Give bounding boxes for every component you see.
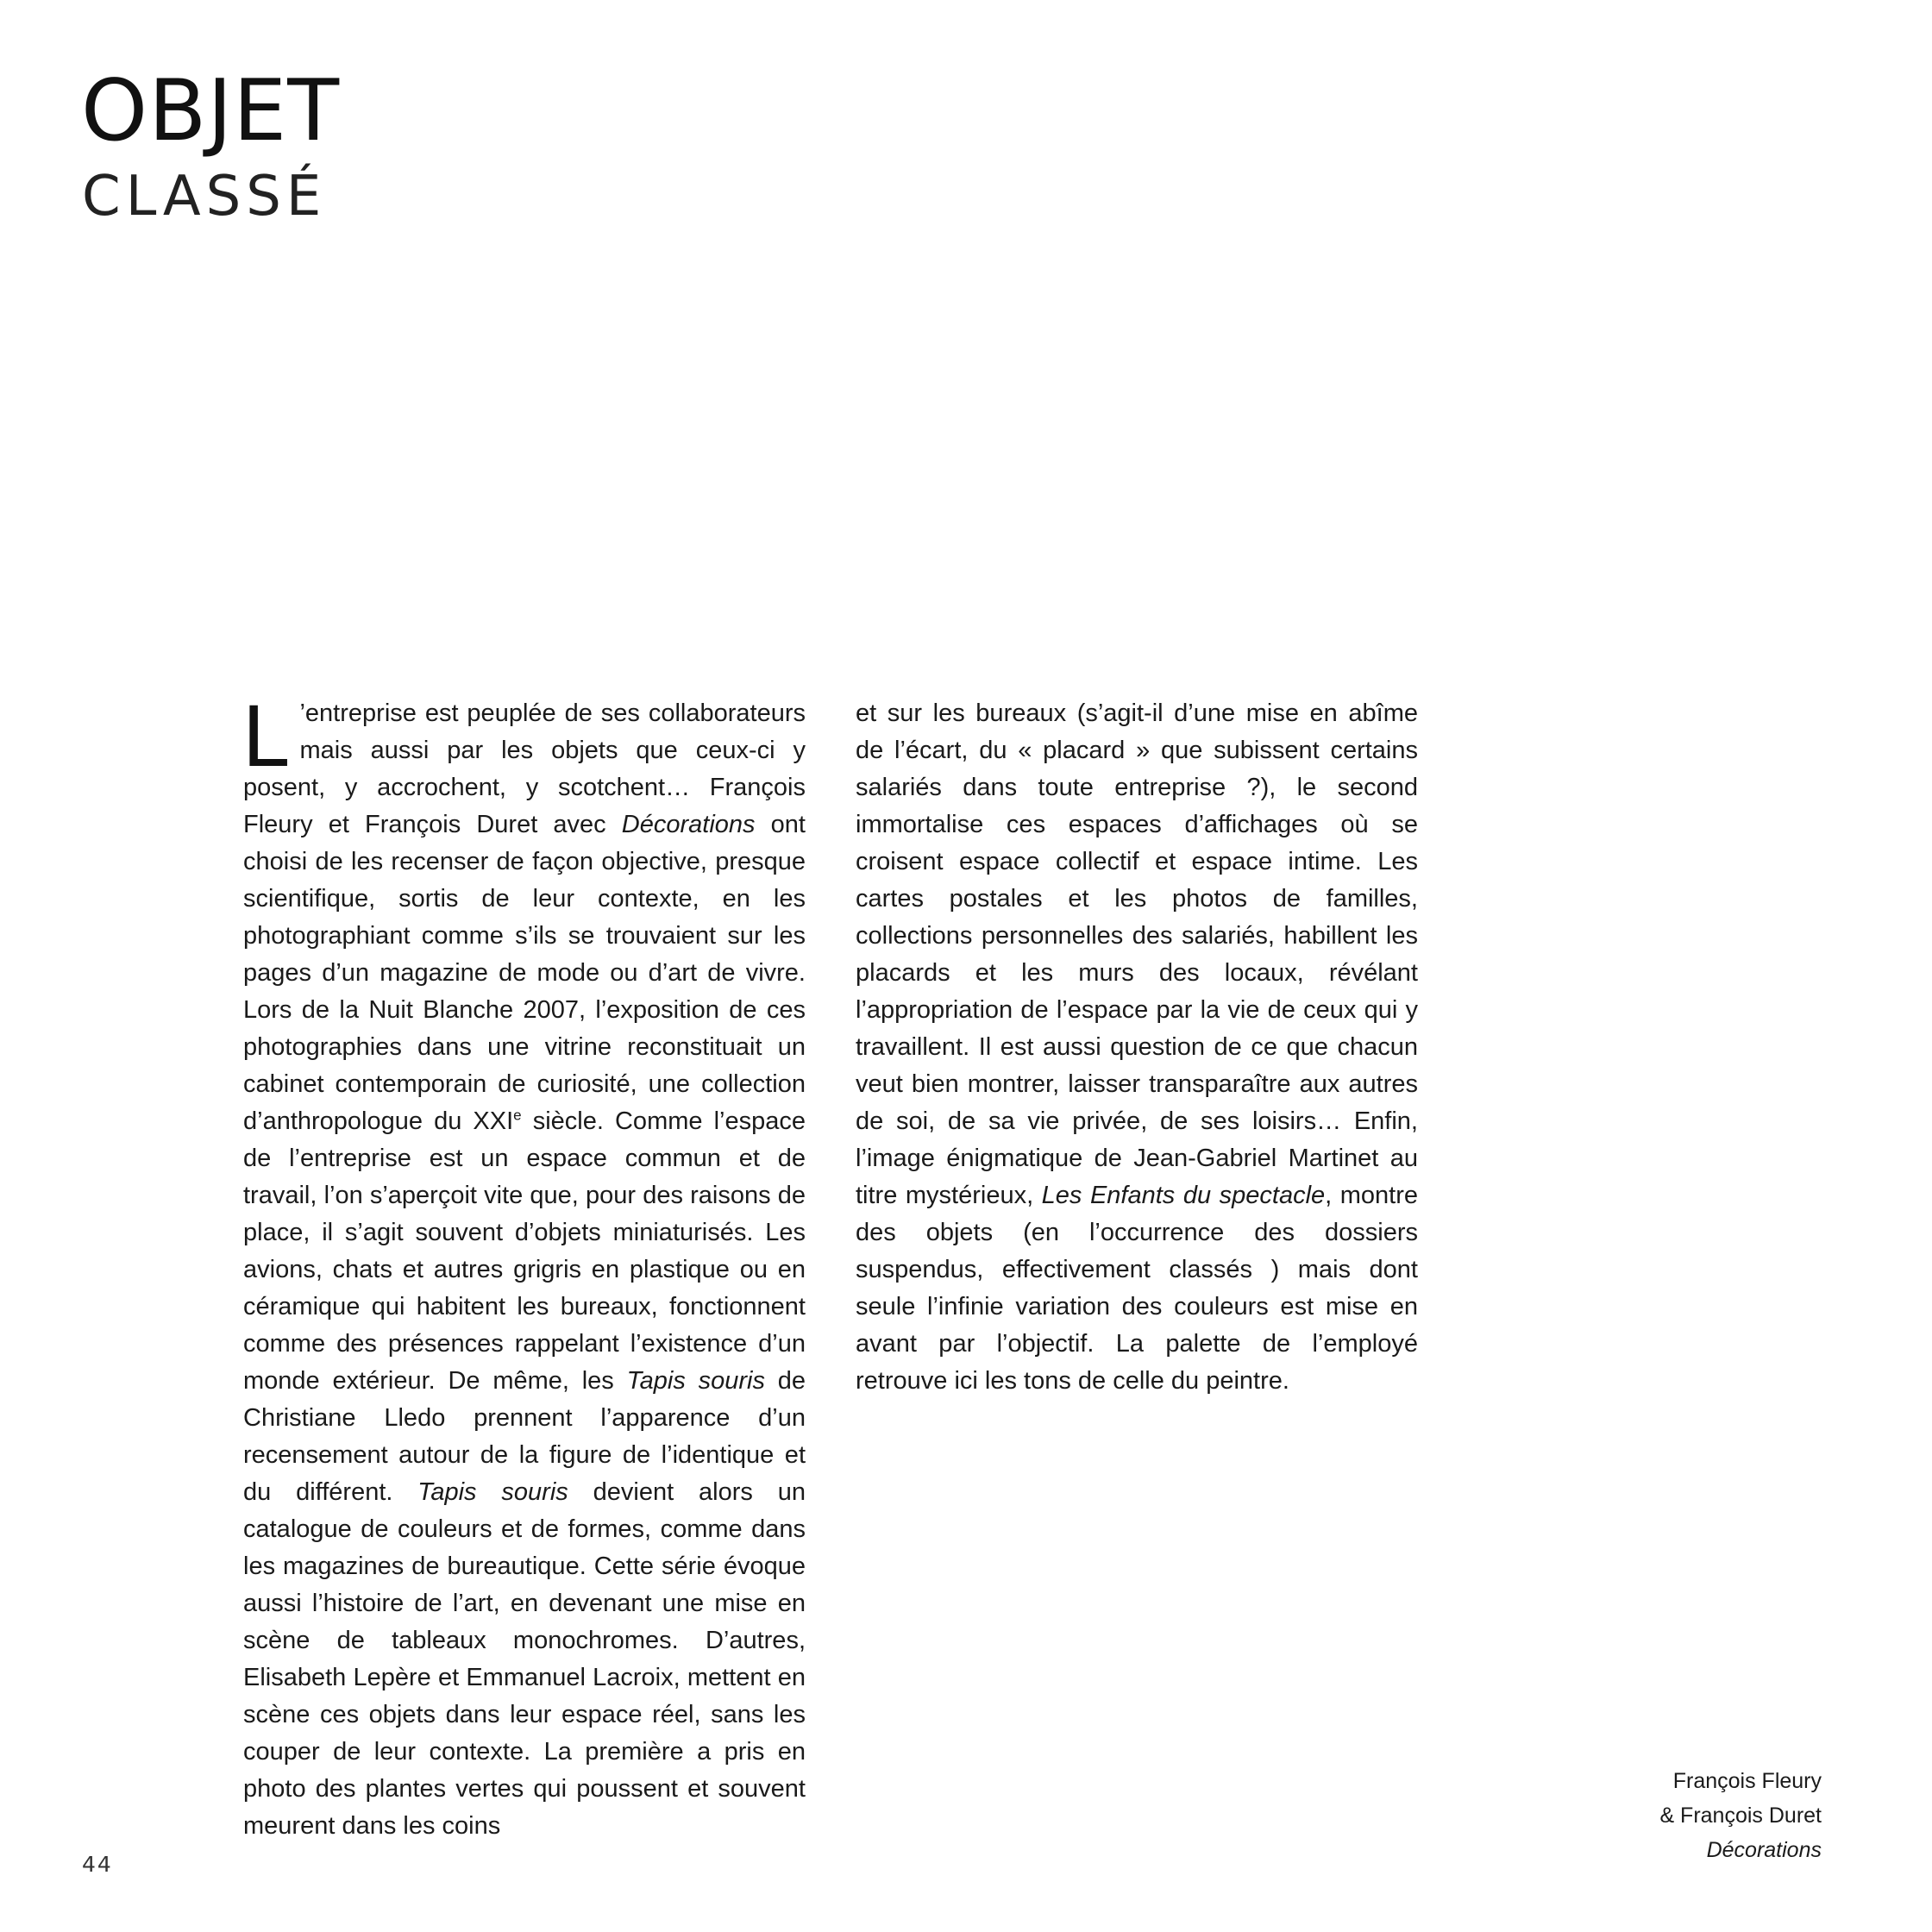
page-subtitle: CLASSÉ	[82, 165, 327, 229]
artwork-title-decorations: Décorations	[621, 811, 756, 838]
credit-artist-1: François Fleury	[1672, 1769, 1822, 1793]
page-number: 44	[82, 1852, 113, 1877]
page-title: OBJET	[81, 62, 341, 160]
superscript-e: e	[513, 1107, 522, 1124]
image-credit	[1659, 1764, 1822, 1867]
article-column-right	[856, 695, 1418, 1400]
credit-work-title: Décorations	[1706, 1838, 1822, 1862]
text-run: de Christiane Lledo prennent l’apparence d’un recensement autour de la figure de l’identique et du différent.	[243, 1367, 806, 1506]
artwork-title-tapis-souris: Tapis souris	[626, 1367, 765, 1395]
text-run: et sur les bureaux (s’agit-il d’une mise en abîme de l’écart, du « placard » que subissent certains salariés dans toute entreprise ?), le second immortalise ces espaces d’affichages où se croisent espace collectif et espace intime. Les cartes postales et les photos de familles, collections personnelles des salariés, habillent les placards et les murs des locaux, révélant l’appropriation de l’espace par la vie de ceux qui y travaillent. Il est aussi question de ce que chacun veut bien montrer, laisser transparaître aux autres de soi, de sa vie privée, de ses loisirs… Enfin, l’image énigmatique de Jean-Gabriel Martinet au titre mystérieux,	[856, 699, 1418, 1209]
article-paragraph-1	[242, 689, 806, 1845]
text-run: , montre des objets (en l’occurrence des dossiers suspendus, effectivement classés ) mais dont seule l’infinie variation des couleurs est mise en avant par l’objectif. La palette de l’employé retrouve ici les tons de celle du peintre.	[856, 1182, 1419, 1395]
drop-cap: L	[242, 689, 288, 786]
article-column-left	[242, 689, 806, 1845]
text-run: ’entreprise est peuplée de ses collaborateurs mais aussi par les objets que ceux-ci y posent, y accrochent, y scotchent… François Fleury et François Duret avec	[243, 699, 806, 838]
artwork-title-tapis-souris: Tapis souris	[417, 1478, 568, 1506]
article-paragraph-2	[856, 695, 1418, 1400]
text-run: ont choisi de les recenser de façon objective, presque scientifique, sortis de leur contexte, en les photographiant comme s’ils se trouvaient sur les pages d’un magazine de mode ou d’art de vivre. Lors de la Nuit Blanche 2007, l’exposition de ces photographies dans une vitrine reconstituait un cabinet contemporain de curiosité, une collection d’anthropologue du XXI	[243, 811, 806, 1135]
credit-artist-2: & François Duret	[1659, 1803, 1822, 1828]
artwork-title-enfants-du-spectacle: Les Enfants du spectacle	[1041, 1182, 1326, 1209]
text-run: siècle. Comme l’espace de l’entreprise est un espace commun et de travail, l’on s’aperçoit vite que, pour des raisons de place, il s’agit souvent d’objets miniaturisés. Les avions, chats et autres grigris en plastique ou en céramique qui habitent les bureaux, fonctionnent comme des présences rappelant l’existence d’un monde extérieur. De même, les	[243, 1107, 806, 1395]
text-run: devient alors un catalogue de couleurs et de formes, comme dans les magazines de bureautique. Cette série évoque aussi l’histoire de l’art, en devenant une mise en scène de tableaux monochromes. D’autres, Elisabeth Lepère et Emmanuel Lacroix, mettent en scène ces objets dans leur espace réel, sans les couper de leur contexte. La première a pris en photo des plantes vertes qui poussent et souvent meurent dans les coins	[243, 1478, 806, 1840]
